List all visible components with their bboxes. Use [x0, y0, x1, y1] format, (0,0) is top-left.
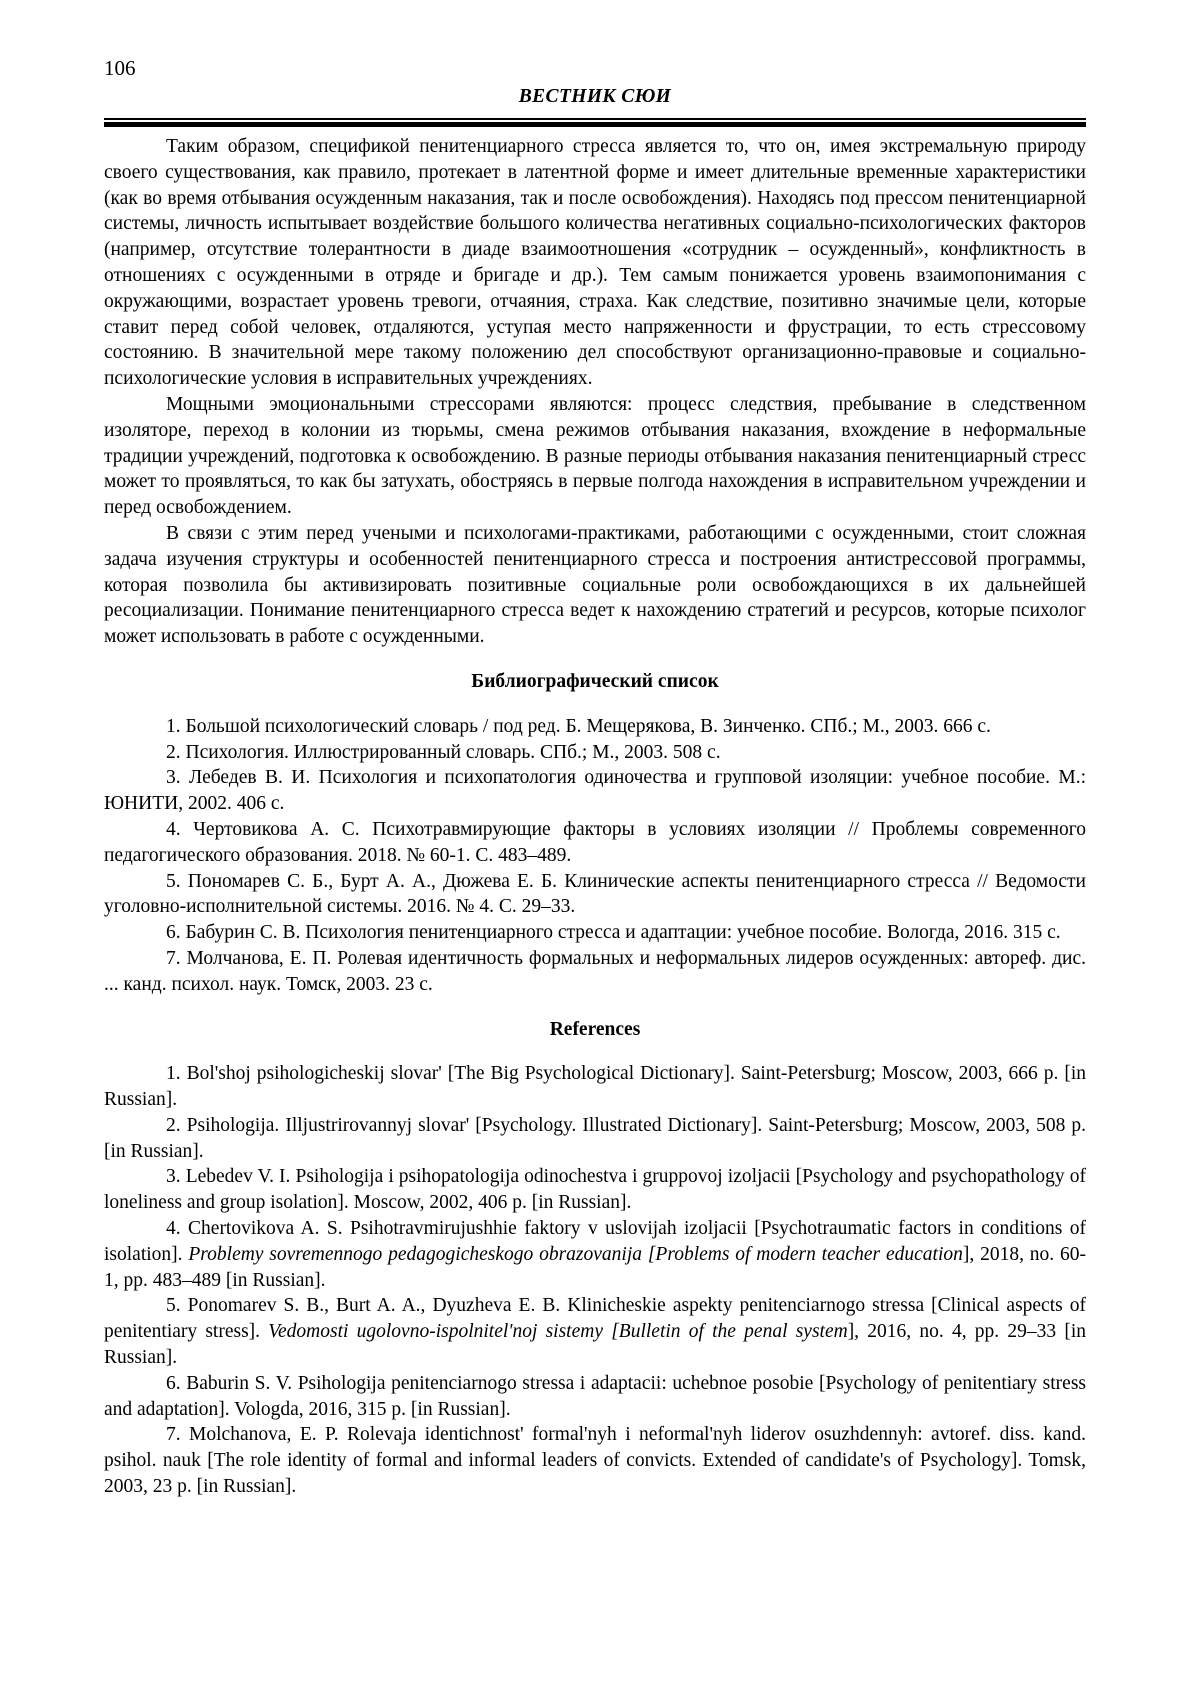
header-rule-thin-line	[104, 118, 1086, 120]
journal-header-title: ВЕСТНИК СЮИ	[518, 86, 672, 107]
paragraph: Таким образом, спецификой пенитенциарного стресса является то, что он, имея экстремальную природу своего существования, как правило, протекает в латентной форме и имеет длительные временные характеристики (как во время отбывания осужденным наказания, так и после освобождения). Находясь под прессом пенитенциарной системы, личность испытывает воздействие большого количества негативных социально-психологических факторов (например, отсутствие толерантности в диаде взаимоотношения «сотрудник – осужденный», конфликтность в отношениях с осужденными в отряде и бригаде и др.). Тем самым понижается уровень взаимопонимания с окружающими, возрастает уровень тревоги, отчаяния, страха. Как следствие, позитивно значимые цели, которые ставит перед собой человек, отдаляются, уступая место напряженности и фрустрации, то есть стрессовому состоянию. В значительной мере такому положению дел способствуют организационно-правовые и социально-психологические условия в исправительных учреждениях.	[104, 136, 1086, 390]
reference-item: 2. Psihologija. Illjustrirovannyj slovar' [Psychology. Illustrated Dictionary]. Saint-Petersburg; Moscow, 2003, 508 p. [in Russian].	[104, 1114, 1086, 1162]
bibliography-list	[104, 714, 1086, 998]
references-list	[104, 1061, 1086, 1500]
reference-item: 3. Lebedev V. I. Psihologija i psihopatologija odinochestva i gruppovoj izoljacii [Psychology and psychopathology of loneliness and group isolation]. Moscow, 2002, 406 p. [in Russian].	[104, 1166, 1086, 1214]
bibliography-heading: Библиографический список	[471, 670, 719, 692]
bibliography-item: 4. Чертовикова А. С. Психотравмирующие факторы в условиях изоляции // Проблемы современного педагогического образования. 2018. № 60-1. С. 483–489.	[104, 818, 1086, 866]
bibliography-item: 3. Лебедев В. И. Психология и психопатология одиночества и групповой изоляции: учебное пособие. М.: ЮНИТИ, 2002. 406 с.	[104, 767, 1086, 815]
references-heading: References	[549, 1018, 641, 1040]
bibliography-item: 1. Большой психологический словарь / под ред. Б. Мещерякова, В. Зинченко. СПб.; М., 2003. 666 с.	[166, 715, 991, 737]
paragraph: Мощными эмоциональными стрессорами являются: процесс следствия, пребывание в следственном изоляторе, переход в колонии из тюрьмы, смена режимов отбывания наказания, вхождение в неформальные традиции учреждений, подготовка к освобождению. В разные периоды отбывания наказания пенитенциарный стресс может то проявляться, то как бы затухать, обостряясь в первые полгода нахождения в исправительном учреждении и перед освобождением.	[104, 393, 1086, 519]
bibliography-item: 6. Бабурин С. В. Психология пенитенциарного стресса и адаптации: учебное пособие. Вологда, 2016. 315 с.	[166, 922, 1061, 944]
paragraph: В связи с этим перед учеными и психологами-практиками, работающими с осужденными, стоит сложная задача изучения структуры и особенностей пенитенциарного стресса и построения антистрессовой программы, которая позволила бы активизировать позитивные социальные роли освобождающихся в их дальнейшей ресоциализации. Понимание пенитенциарного стресса ведет к нахождению стратегий и ресурсов, которые психолог может использовать в работе с осужденными.	[104, 522, 1086, 648]
reference-item: 7. Molchanova, E. P. Rolevaja identichnost' formal'nyh i neformal'nyh liderov osuzhdennyh: avtoref. diss. kand. psihol. nauk [The role identity of formal and informal leaders of convicts. Extended of candidate's of Psychology]. Tomsk, 2003, 23 p. [in Russian].	[104, 1424, 1086, 1498]
bibliography-item: 7. Молчанова, Е. П. Ролевая идентичность формальных и неформальных лидеров осужденных: автореф. дис. ... канд. психол. наук. Томск, 2003. 23 с.	[104, 947, 1086, 995]
article-body	[104, 134, 1086, 650]
reference-item: 1. Bol'shoj psihologicheskij slovar' [The Big Psychological Dictionary]. Saint-Petersburg; Moscow, 2003, 666 p. [in Russian].	[104, 1063, 1086, 1111]
page-number: 106	[104, 56, 136, 80]
reference-item: 4. Chertovikova A. S. Psihotravmirujushhie faktory v uslovijah izoljacii [Psychotraumatic factors in conditions of isolation]. Problemy sovremennogo pedagogicheskogo obrazovanija [Problems of modern teacher education], 2018, no. 60-1, pp. 483–489 [in Russian].	[104, 1218, 1086, 1291]
reference-item: 5. Ponomarev S. B., Burt A. A., Dyuzheva E. B. Klinicheskie aspekty penitenciarnogo stressa [Clinical aspects of penitentiary stress]. Vedomosti ugolovno-ispolnitel'noj sistemy [Bulletin of the penal system], 2016, no. 4, pp. 29–33 [in Russian].	[104, 1295, 1086, 1369]
header-rule-thick-line	[104, 122, 1086, 127]
bibliography-item: 2. Психология. Иллюстрированный словарь. СПб.; М., 2003. 508 с.	[166, 741, 721, 763]
bibliography-item: 5. Пономарев С. Б., Бурт А. А., Дюжева Е. Б. Клинические аспекты пенитенциарного стресса // Ведомости уголовно-исполнительной системы. 2016. № 4. С. 29–33.	[104, 870, 1086, 918]
header-rule	[104, 118, 1086, 127]
reference-item: 6. Baburin S. V. Psihologija penitenciarnogo stressa i adaptacii: uchebnoe posobie [Psychology of penitentiary stress and adaptation]. Vologda, 2016, 315 p. [in Russian].	[104, 1372, 1086, 1420]
